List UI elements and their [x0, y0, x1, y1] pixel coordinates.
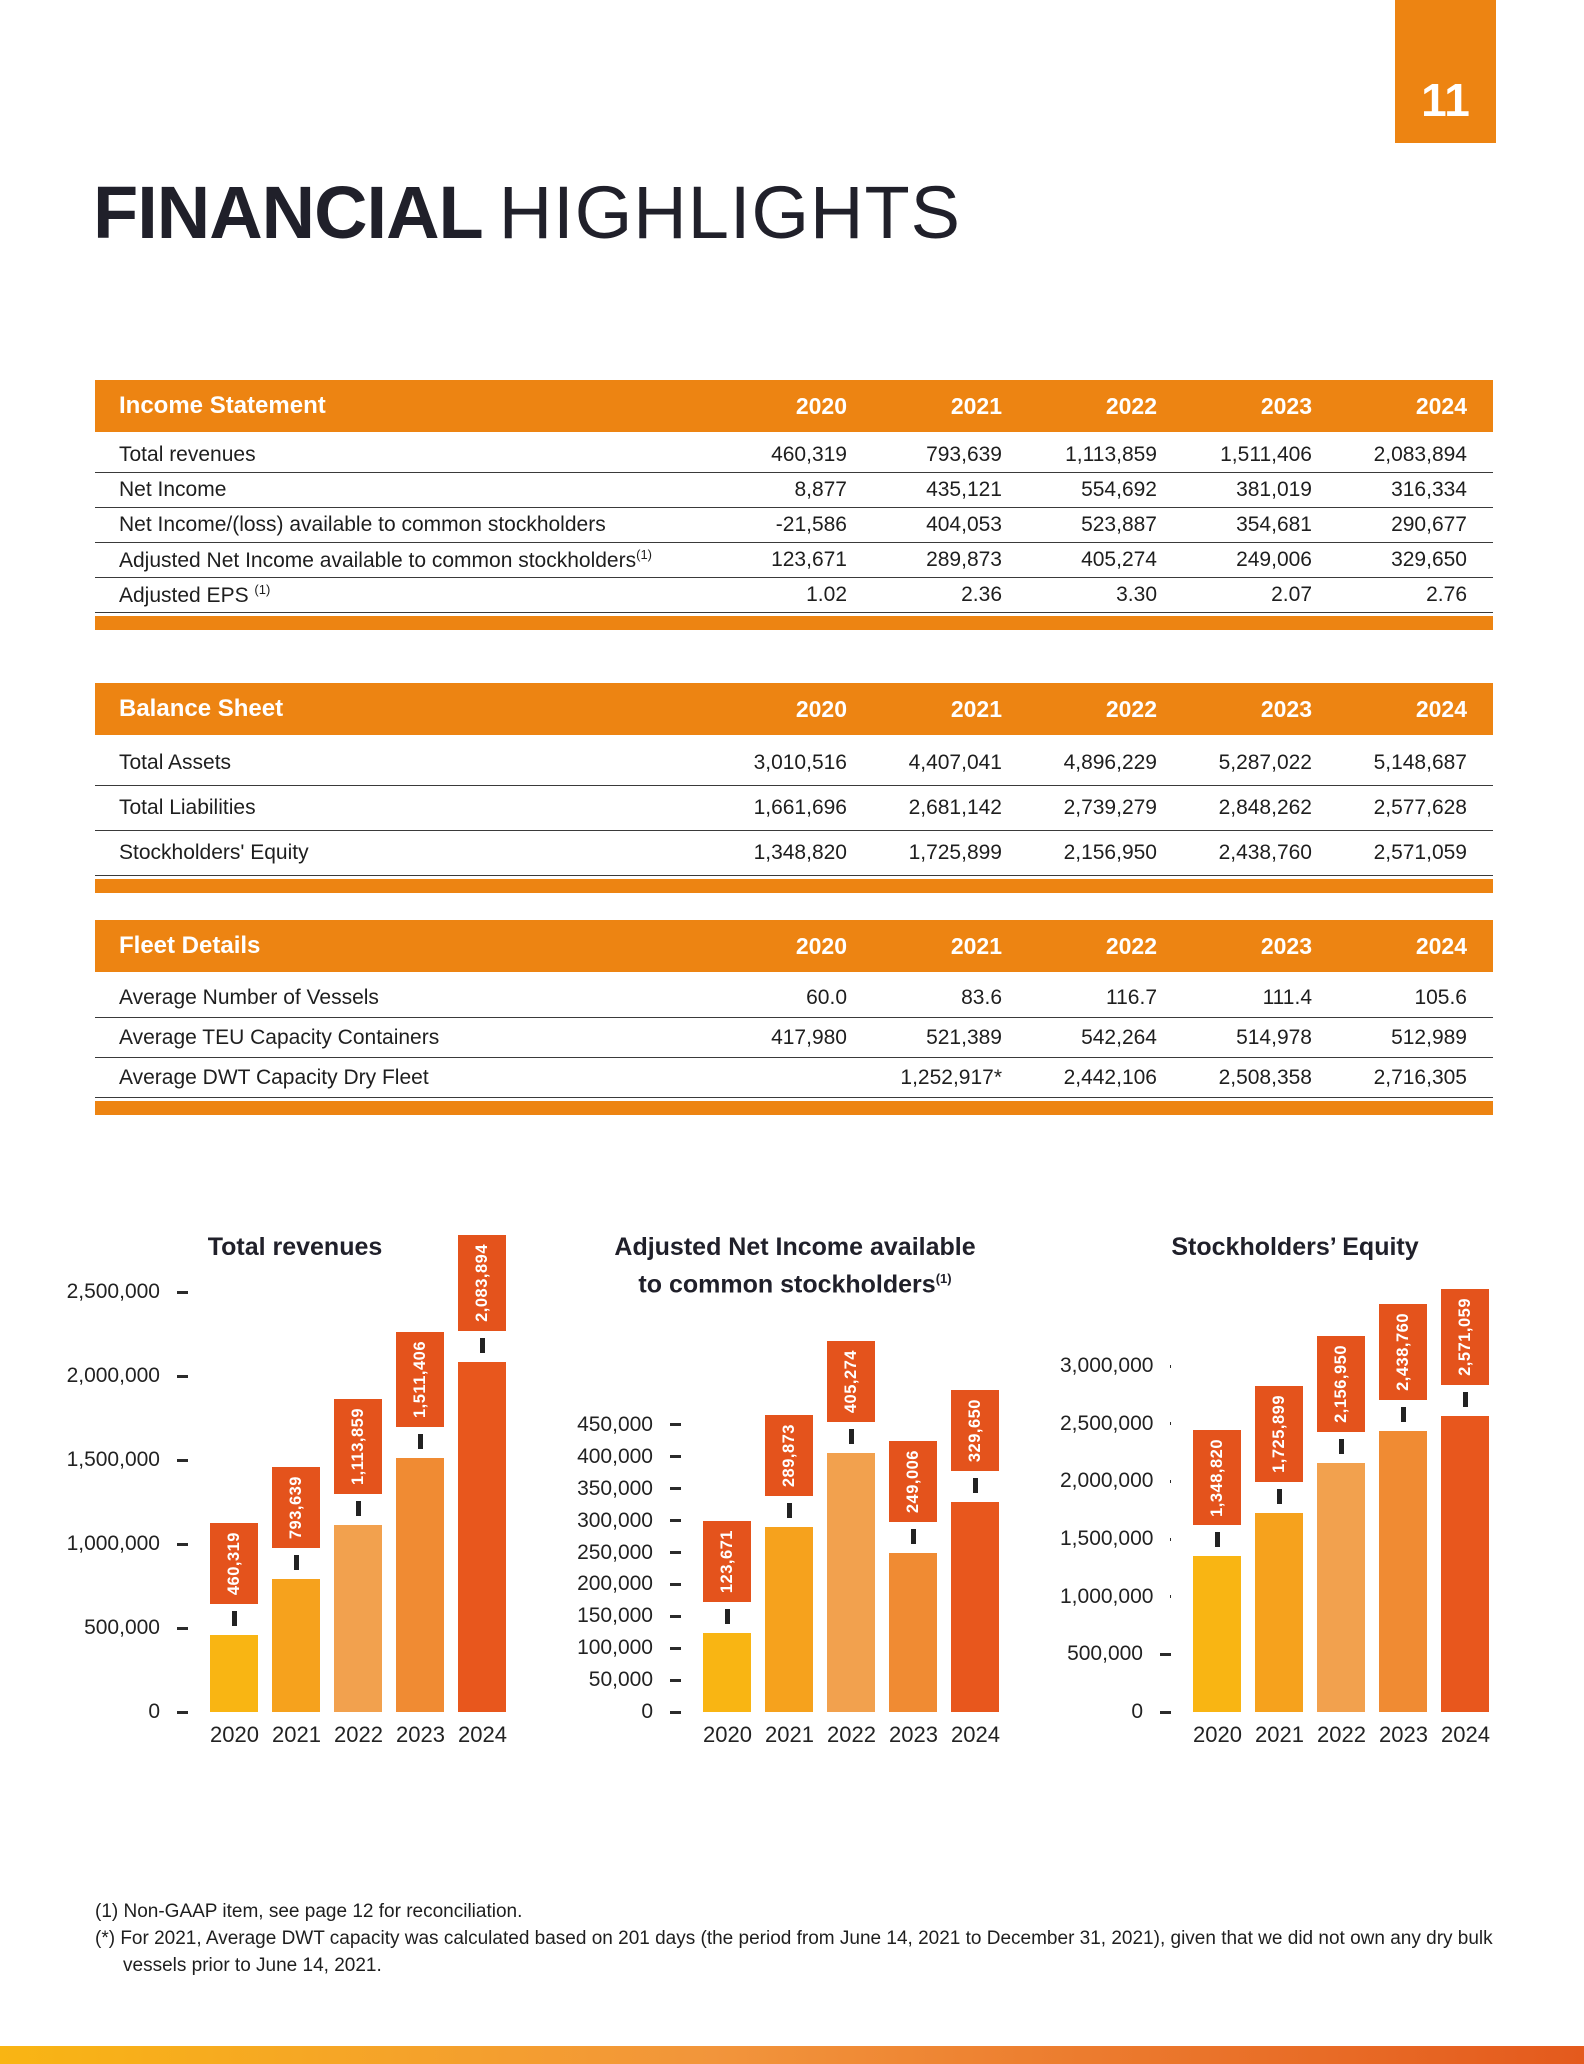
chart-x-axis — [703, 1722, 999, 1748]
bar — [272, 1579, 320, 1712]
cell-value: 793,639 — [926, 443, 1002, 466]
y-tick-mark — [670, 1615, 681, 1618]
income-statement-table — [95, 380, 1493, 630]
x-axis-label: 2020 — [210, 1722, 259, 1747]
y-tick-label: 1,500,000 — [66, 1448, 160, 1471]
cell-value: 3,010,516 — [753, 751, 847, 774]
bar-value-text: 289,873 — [779, 1423, 798, 1488]
cell-value: 417,980 — [771, 1025, 847, 1049]
cell-value: 123,671 — [771, 548, 847, 571]
cell-value: 2,442,106 — [1063, 1065, 1157, 1089]
footnote-marker: (1) — [636, 547, 652, 562]
bar-value-label — [334, 1399, 382, 1494]
bar-group — [703, 1521, 751, 1712]
y-axis-tick — [545, 1541, 681, 1565]
chart-plot — [545, 1278, 1045, 1747]
year-column-header: 2021 — [950, 695, 1002, 722]
y-axis-tick — [545, 1509, 681, 1533]
cell-value: 2,083,894 — [1373, 443, 1467, 466]
y-tick-mark — [177, 1543, 188, 1546]
bar-group — [1379, 1304, 1427, 1712]
y-tick-label: 1,000,000 — [66, 1532, 160, 1555]
cell-value: 460,319 — [771, 443, 847, 466]
bar — [1255, 1513, 1303, 1712]
bar-tick-mark — [725, 1609, 730, 1624]
chart-x-axis — [210, 1722, 506, 1748]
cell-value: 5,287,022 — [1218, 751, 1312, 774]
y-tick-label: 2,000,000 — [66, 1364, 160, 1387]
y-tick-mark — [670, 1519, 681, 1522]
chart-adjusted-net-income — [545, 1218, 1045, 1818]
chart-bars — [210, 1235, 506, 1712]
bar — [1441, 1416, 1489, 1712]
cell-value: 2.36 — [961, 583, 1002, 606]
cell-value: 83.6 — [961, 985, 1002, 1009]
cell-value: 381,019 — [1236, 478, 1312, 501]
cell-value: 404,053 — [926, 513, 1002, 536]
y-tick-mark — [670, 1583, 681, 1586]
bar-group — [334, 1399, 382, 1712]
bar-tick-mark — [787, 1503, 792, 1518]
y-tick-mark — [177, 1627, 188, 1630]
x-axis-label: 2023 — [889, 1722, 938, 1747]
table-body — [95, 978, 1493, 1098]
row-label: Total Liabilities — [119, 796, 256, 819]
bottom-gradient-bar — [0, 2046, 1584, 2064]
chart-title-line: Stockholders’ Equity — [1171, 1233, 1419, 1261]
bar-group — [1317, 1336, 1365, 1712]
cell-value: 2,739,279 — [1063, 796, 1157, 819]
bar — [951, 1502, 999, 1712]
y-axis-tick — [545, 1477, 681, 1501]
bar-tick-mark — [911, 1529, 916, 1544]
bar-tick-mark — [973, 1478, 978, 1493]
cell-value: 2,716,305 — [1373, 1065, 1467, 1089]
row-label: Net Income/(loss) available to common stockholders — [119, 513, 606, 536]
y-tick-label: 2,500,000 — [66, 1280, 160, 1303]
table-row — [95, 1058, 1493, 1098]
bar-value-text: 460,319 — [224, 1531, 243, 1595]
cell-value: 435,121 — [926, 478, 1002, 501]
cell-value: 405,274 — [1081, 548, 1157, 571]
footnotes — [95, 1898, 1495, 1979]
year-column-header: 2022 — [1105, 392, 1157, 419]
table-header-years — [692, 393, 1467, 420]
cell-value: 1,661,696 — [753, 796, 847, 819]
y-axis-tick — [545, 1604, 681, 1628]
y-axis-tick — [60, 1280, 188, 1304]
table-row — [95, 578, 1493, 613]
x-axis-label: 2020 — [703, 1722, 752, 1747]
cell-value: 2,156,950 — [1063, 841, 1157, 864]
table-footer-bar — [95, 879, 1493, 893]
bar — [889, 1553, 937, 1712]
y-tick-mark — [670, 1423, 681, 1426]
cell-value: 111.4 — [1262, 985, 1312, 1009]
cell-value: 8,877 — [794, 478, 847, 501]
y-axis-tick — [545, 1572, 681, 1596]
x-axis-label: 2022 — [1317, 1722, 1366, 1747]
bar-value-text: 793,639 — [286, 1475, 305, 1539]
y-tick-label: 100,000 — [577, 1636, 653, 1660]
cell-value: 2,848,262 — [1218, 796, 1312, 819]
bar-value-text: 2,438,760 — [1393, 1312, 1412, 1391]
bar-value-text: 1,725,899 — [1269, 1395, 1288, 1474]
year-column-header: 2020 — [795, 932, 847, 959]
row-label: Total Assets — [119, 751, 232, 774]
charts-row — [60, 1218, 1530, 1818]
y-tick-mark — [670, 1487, 681, 1490]
cell-value: 2.07 — [1271, 583, 1312, 606]
bar-value-label — [272, 1467, 320, 1548]
cell-value: 1,113,859 — [1065, 443, 1157, 466]
chart-title-line: to common stockholders$^{(1)}$ — [638, 1270, 952, 1299]
y-axis-tick — [60, 1448, 188, 1472]
chart-bars — [703, 1341, 999, 1712]
y-axis-tick — [545, 1445, 681, 1469]
y-tick-mark — [1170, 1365, 1171, 1368]
bar-group — [458, 1235, 506, 1712]
bar-group — [1193, 1430, 1241, 1712]
year-column-header: 2023 — [1260, 392, 1312, 419]
bar-value-text: 405,274 — [841, 1350, 860, 1414]
bar-value-text: 2,156,950 — [1331, 1345, 1350, 1424]
cell-value: 523,887 — [1081, 513, 1157, 536]
table-row — [95, 543, 1493, 578]
cell-value: 105.6 — [1414, 985, 1467, 1009]
bar-group — [272, 1467, 320, 1712]
bar — [1379, 1431, 1427, 1712]
bar-tick-mark — [1463, 1392, 1468, 1407]
bar-group — [765, 1415, 813, 1712]
year-column-header: 2020 — [795, 695, 847, 722]
bar-tick-mark — [480, 1338, 485, 1353]
y-tick-label: 350,000 — [577, 1476, 653, 1500]
cell-value: 542,264 — [1081, 1025, 1157, 1049]
year-column-header: 2023 — [1260, 932, 1312, 959]
bar-value-label — [1379, 1304, 1427, 1400]
footnote-text: (*) For 2021, Average DWT capacity was calculated based on 201 days (the period from June 14, 2021 to December 31, 2021), given that we did not own any dry bulk vessels prior to June 14, 2021. — [95, 1928, 1493, 1976]
cell-value: 249,006 — [1236, 548, 1312, 571]
bar-group — [1441, 1289, 1489, 1712]
y-tick-mark — [1170, 1480, 1171, 1483]
cell-value: 1.02 — [806, 583, 847, 606]
bar — [210, 1635, 258, 1712]
y-tick-mark — [670, 1551, 681, 1554]
cell-value: 2,681,142 — [908, 796, 1002, 819]
bar-tick-mark — [1277, 1489, 1282, 1504]
bar-tick-mark — [1339, 1439, 1344, 1454]
cell-value: 1,252,917* — [900, 1065, 1002, 1089]
row-label: Average DWT Capacity Dry Fleet — [119, 1065, 429, 1089]
y-axis-tick — [60, 1532, 188, 1556]
cell-value: 1,511,406 — [1220, 443, 1312, 466]
y-tick-label: 200,000 — [577, 1572, 653, 1596]
x-axis-label: 2022 — [827, 1722, 876, 1747]
y-tick-label: 450,000 — [577, 1412, 653, 1436]
table-row — [95, 741, 1493, 786]
y-tick-mark — [1160, 1653, 1171, 1656]
bar-value-text: 123,671 — [717, 1529, 736, 1594]
y-tick-mark — [177, 1459, 188, 1462]
bar-value-text: 1,348,820 — [1207, 1438, 1226, 1517]
table-header-title: Fleet Details — [119, 932, 261, 959]
cell-value: 1,725,899 — [908, 841, 1002, 864]
bar-value-label — [703, 1521, 751, 1602]
bar-group — [396, 1332, 444, 1712]
x-axis-label: 2021 — [1255, 1722, 1304, 1747]
year-column-header: 2022 — [1105, 932, 1157, 959]
bar — [334, 1525, 382, 1712]
footnote-marker: (1) — [935, 1271, 952, 1286]
y-tick-mark — [177, 1711, 188, 1714]
y-tick-mark — [177, 1291, 188, 1294]
bar-value-label — [951, 1390, 999, 1471]
bar — [703, 1633, 751, 1712]
bar-value-text: 249,006 — [903, 1449, 922, 1514]
y-tick-label: 2,500,000 — [1060, 1411, 1154, 1435]
cell-value: 2.76 — [1426, 583, 1467, 606]
y-axis-tick — [1060, 1585, 1171, 1609]
year-column-header: 2021 — [950, 932, 1002, 959]
page-number-badge: 11 — [1395, 0, 1496, 143]
y-tick-mark — [177, 1375, 188, 1378]
y-tick-mark — [1170, 1595, 1171, 1598]
year-column-header: 2021 — [950, 392, 1002, 419]
y-axis-tick — [545, 1636, 681, 1660]
bar-tick-mark — [418, 1434, 423, 1449]
bar — [458, 1362, 506, 1712]
x-axis-label: 2024 — [1441, 1722, 1490, 1747]
bar-group — [1255, 1386, 1303, 1712]
cell-value: 354,681 — [1236, 513, 1312, 536]
bar — [1193, 1556, 1241, 1712]
bar-value-label — [827, 1341, 875, 1422]
bar-value-label — [1317, 1336, 1365, 1432]
row-label: Average Number of Vessels — [119, 985, 379, 1009]
cell-value: 554,692 — [1081, 478, 1157, 501]
table-footer-bar — [95, 1101, 1493, 1115]
bar-tick-mark — [1401, 1407, 1406, 1422]
x-axis-label: 2022 — [334, 1722, 383, 1747]
cell-value: 5,148,687 — [1373, 751, 1467, 774]
table-row — [95, 473, 1493, 508]
cell-value: 60.0 — [806, 985, 847, 1009]
y-tick-label: 50,000 — [588, 1668, 653, 1692]
table-row — [95, 831, 1493, 876]
table-header-title: Income Statement — [119, 392, 326, 419]
chart-title — [1060, 1232, 1530, 1263]
bar-tick-mark — [232, 1611, 237, 1626]
fleet-details-table — [95, 920, 1493, 1115]
y-axis-tick — [545, 1668, 681, 1692]
y-tick-label: 0 — [1131, 1700, 1143, 1723]
y-axis-tick — [545, 1700, 681, 1724]
y-tick-label: 250,000 — [577, 1540, 653, 1564]
y-axis-tick — [545, 1413, 681, 1437]
table-row — [95, 978, 1493, 1018]
cell-value: 329,650 — [1391, 548, 1467, 571]
table-row — [95, 508, 1493, 543]
bar-tick-mark — [356, 1501, 361, 1516]
bar-tick-mark — [849, 1429, 854, 1444]
chart-title-line: Total revenues — [207, 1233, 383, 1261]
cell-value: 2,571,059 — [1373, 841, 1467, 864]
bar-value-label — [889, 1441, 937, 1522]
year-column-header: 2024 — [1415, 932, 1467, 959]
bar — [765, 1527, 813, 1712]
x-axis-label: 2023 — [1379, 1722, 1428, 1747]
y-axis-tick — [60, 1700, 188, 1724]
bar-value-label — [458, 1235, 506, 1331]
year-column-header: 2022 — [1105, 695, 1157, 722]
bar-value-text: 1,511,406 — [410, 1341, 429, 1419]
y-tick-label: 500,000 — [1067, 1642, 1143, 1666]
x-axis-label: 2024 — [951, 1722, 1000, 1747]
y-tick-label: 3,000,000 — [1060, 1354, 1154, 1378]
chart-stockholders-equity — [1060, 1218, 1530, 1818]
cell-value: 4,896,229 — [1063, 751, 1157, 774]
y-tick-mark — [670, 1711, 681, 1714]
y-tick-label: 300,000 — [577, 1508, 653, 1532]
table-row — [95, 786, 1493, 831]
table-row — [95, 438, 1493, 473]
x-axis-label: 2020 — [1193, 1722, 1242, 1747]
table-body — [95, 438, 1493, 613]
cell-value: 1,348,820 — [753, 841, 847, 864]
row-label: Average TEU Capacity Containers — [119, 1025, 440, 1049]
bar-group — [889, 1441, 937, 1712]
footnote-marker: (1) — [254, 582, 271, 597]
bar-group — [827, 1341, 875, 1712]
row-label: Total revenues — [119, 443, 256, 466]
y-axis-tick — [1060, 1642, 1171, 1666]
table-header — [95, 380, 1493, 432]
row-label: Net Income — [119, 478, 227, 501]
bar-value-label — [765, 1415, 813, 1496]
cell-value: 116.7 — [1106, 985, 1157, 1009]
y-tick-label: 2,000,000 — [1060, 1469, 1154, 1493]
y-axis-tick — [1060, 1469, 1171, 1493]
table-body — [95, 741, 1493, 876]
y-axis-tick — [60, 1616, 188, 1640]
bar-group — [210, 1523, 258, 1712]
y-tick-mark — [1170, 1538, 1171, 1541]
y-tick-mark — [670, 1679, 681, 1682]
cell-value: 290,677 — [1391, 513, 1467, 536]
y-tick-label: 0 — [148, 1700, 160, 1723]
bar-value-text: 329,650 — [965, 1398, 984, 1462]
year-column-header: 2020 — [795, 392, 847, 419]
bar-value-label — [1255, 1386, 1303, 1482]
y-axis-tick — [1060, 1700, 1171, 1724]
table-header-years — [692, 933, 1467, 960]
y-tick-mark — [1170, 1422, 1171, 1425]
y-tick-mark — [670, 1455, 681, 1458]
footnote-text: (1) Non-GAAP item, see page 12 for reconciliation. — [95, 1901, 523, 1922]
cell-value: 512,989 — [1391, 1025, 1467, 1049]
y-tick-label: 1,500,000 — [1060, 1527, 1154, 1551]
page-title — [93, 171, 962, 254]
y-tick-label: 1,000,000 — [1060, 1584, 1154, 1608]
bar-tick-mark — [1215, 1532, 1220, 1547]
bar-tick-mark — [294, 1555, 299, 1570]
cell-value: 521,389 — [926, 1025, 1002, 1049]
table-footer-bar — [95, 616, 1493, 630]
bar-value-text: 2,083,894 — [472, 1244, 491, 1322]
y-axis-tick — [1060, 1412, 1171, 1436]
y-axis-tick — [60, 1364, 188, 1388]
row-label: Adjusted EPS $^{(1)}$ — [119, 582, 271, 607]
cell-value: 289,873 — [926, 548, 1002, 571]
cell-value: 2,438,760 — [1218, 841, 1312, 864]
bar-value-label — [1193, 1430, 1241, 1526]
cell-value: 2,577,628 — [1373, 796, 1467, 819]
bar — [827, 1453, 875, 1712]
x-axis-label: 2021 — [272, 1722, 321, 1747]
row-label: Adjusted Net Income available to common stockholders$^{(1)}$ — [119, 547, 652, 572]
page-title-bold: FINANCIAL — [93, 171, 483, 254]
table-header — [95, 920, 1493, 972]
x-axis-label: 2024 — [458, 1722, 507, 1747]
y-tick-mark — [1160, 1711, 1171, 1714]
bar-value-text: 1,113,859 — [348, 1407, 367, 1485]
y-axis-tick — [1060, 1354, 1171, 1378]
year-column-header: 2023 — [1260, 695, 1312, 722]
year-column-header: 2024 — [1415, 695, 1467, 722]
chart-title-line: Adjusted Net Income available — [614, 1233, 976, 1261]
y-tick-label: 150,000 — [577, 1604, 653, 1628]
row-label: Stockholders' Equity — [119, 841, 309, 864]
cell-value: 2,508,358 — [1218, 1065, 1312, 1089]
y-tick-label: 500,000 — [84, 1616, 160, 1639]
cell-value: -21,586 — [775, 513, 847, 536]
bar-group — [951, 1390, 999, 1712]
year-column-header: 2024 — [1415, 392, 1467, 419]
bar — [396, 1458, 444, 1712]
page-title-light: HIGHLIGHTS — [498, 171, 962, 254]
bar-value-label — [210, 1523, 258, 1604]
x-axis-label: 2021 — [765, 1722, 814, 1747]
y-tick-mark — [670, 1647, 681, 1650]
cell-value: 3.30 — [1116, 583, 1157, 606]
table-header — [95, 683, 1493, 735]
cell-value: 514,978 — [1236, 1025, 1312, 1049]
cell-value: 316,334 — [1391, 478, 1467, 501]
y-axis-tick — [1060, 1527, 1171, 1551]
chart-total-revenues — [60, 1218, 530, 1818]
bar-value-label — [396, 1332, 444, 1427]
x-axis-label: 2023 — [396, 1722, 445, 1747]
table-row — [95, 1018, 1493, 1058]
chart-x-axis — [1193, 1722, 1489, 1748]
y-tick-label: 400,000 — [577, 1444, 653, 1468]
table-header-years — [692, 696, 1467, 723]
cell-value: 4,407,041 — [908, 751, 1002, 774]
bar-value-text: 2,571,059 — [1455, 1297, 1474, 1376]
balance-sheet-table — [95, 683, 1493, 893]
chart-plot — [1060, 1278, 1530, 1747]
y-tick-label: 0 — [641, 1700, 653, 1723]
bar-value-label — [1441, 1289, 1489, 1385]
chart-bars — [1193, 1289, 1489, 1712]
bar — [1317, 1463, 1365, 1712]
table-header-title: Balance Sheet — [119, 695, 284, 722]
